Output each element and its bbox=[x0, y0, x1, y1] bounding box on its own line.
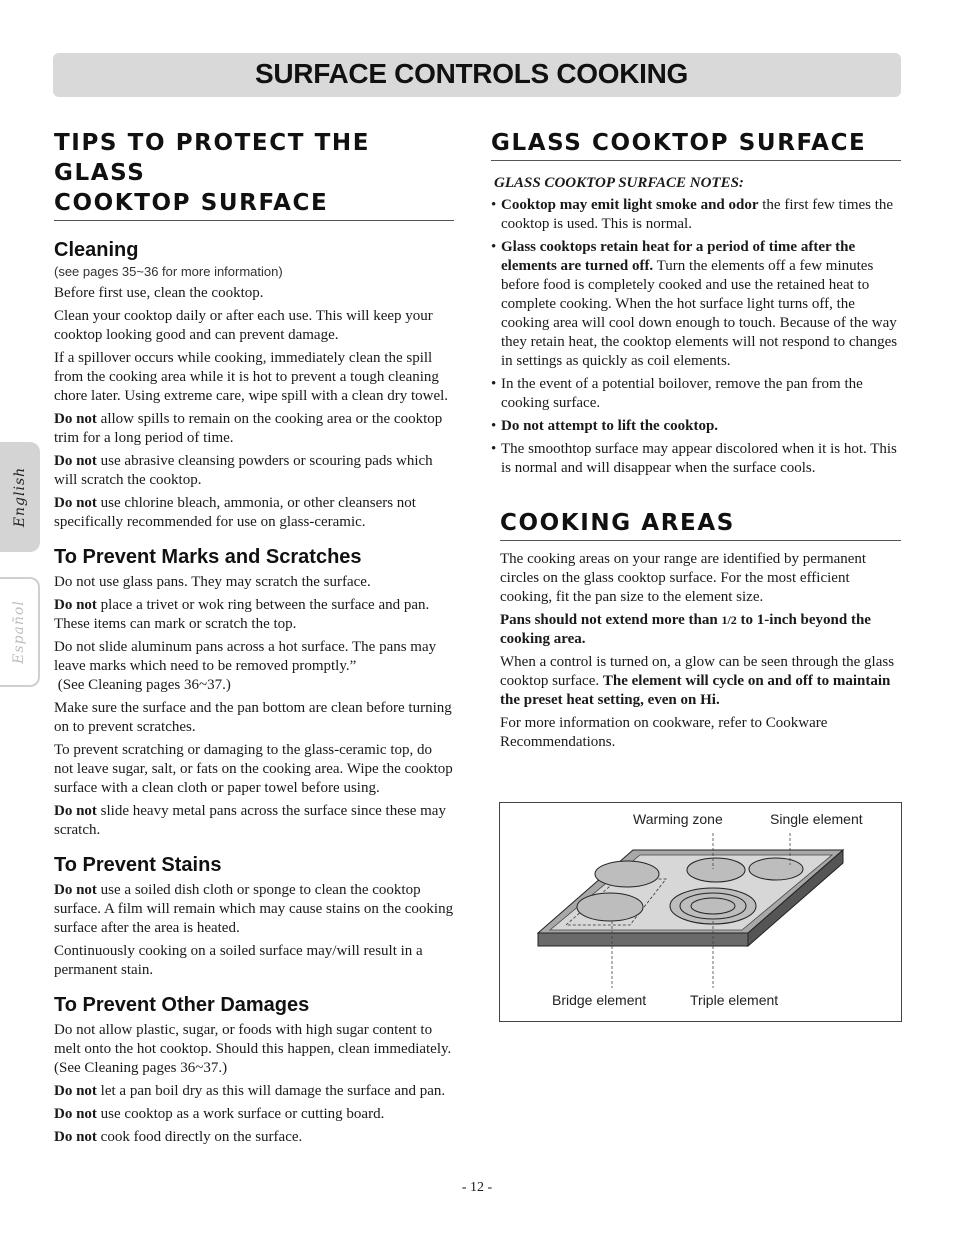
marks-p6-text: slide heavy metal pans across the surface since these may scratch. bbox=[54, 803, 446, 838]
do-not-label: Do not bbox=[54, 803, 97, 819]
areas-p1: The cooking areas on your range are identified by permanent circles on the glass cooktop surface. For the most efficient cooking, fit the pan size to the element size. bbox=[500, 551, 867, 605]
cleaning-p2: Clean your cooktop daily or after each use. This will keep your cooktop looking good and can prevent damage. bbox=[54, 308, 433, 343]
do-not-label: Do not bbox=[54, 453, 97, 469]
do-not-label: Do not bbox=[54, 597, 97, 613]
areas-p4: For more information on cookware, refer to Cookware Recommendations. bbox=[500, 715, 828, 750]
single-element bbox=[749, 858, 803, 880]
list-item bbox=[491, 196, 901, 234]
warming-zone bbox=[687, 858, 745, 882]
tab-espanol-label: Español bbox=[11, 600, 28, 664]
do-not-label: Do not bbox=[54, 411, 97, 427]
left-column bbox=[54, 128, 454, 1151]
do-not-label: Do not bbox=[54, 495, 97, 511]
cleaning-p4 bbox=[54, 410, 454, 448]
marks-p3-ref: (See Cleaning pages 36~37.) bbox=[54, 677, 231, 693]
bridge-element-rear bbox=[595, 861, 659, 887]
cleaning-p3: If a spillover occurs while cooking, immediately clean the spill from the cooking area while it is hot to prevent a tough cleaning chore later. Using extreme care, wipe spill with a clean dry towel. bbox=[54, 350, 449, 404]
note1-bold: Cooktop may emit light smoke and odor bbox=[501, 197, 759, 213]
marks-p2 bbox=[54, 596, 454, 634]
note4-bold: Do not attempt to lift the cooktop. bbox=[501, 418, 719, 434]
marks-heading: To Prevent Marks and Scratches bbox=[54, 546, 362, 568]
title-banner bbox=[53, 53, 901, 97]
stains-heading: To Prevent Stains bbox=[54, 854, 222, 876]
do-not-label: Do not bbox=[54, 1106, 97, 1122]
note1-text: the first few times the cooktop is used. This is normal. bbox=[501, 197, 894, 232]
stains-p2: Continuously cooking on a soiled surface may/will result in a permanent stain. bbox=[54, 943, 423, 978]
label-bridge-element: Bridge element bbox=[552, 992, 647, 1008]
cleaning-p6-text: use chlorine bleach, ammonia, or other cleansers not specifically recommended for use on glass-ceramic. bbox=[54, 495, 416, 530]
tips-title-line2: COOKTOP SURFACE bbox=[54, 190, 329, 216]
label-single-element: Single element bbox=[770, 811, 863, 827]
bridge-element-front bbox=[577, 893, 643, 921]
damages-heading: To Prevent Other Damages bbox=[54, 994, 310, 1016]
do-not-label: Do not bbox=[54, 1129, 97, 1145]
marks-p2-text: place a trivet or wok ring between the surface and pan. These items can mark or scratch the top. bbox=[54, 597, 430, 632]
marks-p3 bbox=[54, 638, 454, 695]
cooking-areas-title: COOKING AREAS bbox=[500, 508, 901, 541]
list-item: • The smoothtop surface may appear discolored when it is hot. This is normal and will disappear when the surface cools. bbox=[491, 440, 901, 478]
tips-title-line1: TIPS TO PROTECT THE GLASS bbox=[54, 130, 371, 186]
stains-p1-text: use a soiled dish cloth or sponge to clean the cooktop surface. A film will remain which may cause stains on the cooking surface after the area is heated. bbox=[54, 882, 454, 936]
damages-p3 bbox=[54, 1105, 454, 1124]
tips-section-title bbox=[54, 128, 454, 221]
damages-p1: Do not allow plastic, sugar, or foods with high sugar content to melt onto the hot cooktop. Should this happen, clean immediately. (See Cleaning pages 36~37.) bbox=[54, 1022, 452, 1076]
marks-p3-text: Do not slide aluminum pans across a hot surface. The pans may leave marks which need to be removed promptly.” bbox=[54, 639, 437, 674]
note2-bold: Glass cooktops retain heat for a period of time after the elements are turned off. bbox=[501, 239, 856, 274]
damages-p4 bbox=[54, 1128, 454, 1147]
page-title: SURFACE CONTROLS COOKING bbox=[255, 58, 689, 89]
cleaning-p5 bbox=[54, 452, 454, 490]
damages-p2 bbox=[54, 1082, 454, 1101]
list-item: • In the event of a potential boilover, remove the pan from the cooking surface. bbox=[491, 375, 901, 413]
damages-p3-text: use cooktop as a work surface or cutting board. bbox=[96, 1106, 385, 1122]
stains-p1 bbox=[54, 881, 454, 938]
marks-p1: Do not use glass pans. They may scratch the surface. bbox=[54, 574, 371, 590]
areas-p2-pre: Pans should not extend more than bbox=[500, 612, 722, 628]
areas-p2-fraction: 1/2 bbox=[721, 613, 737, 627]
label-triple-element: Triple element bbox=[690, 992, 779, 1008]
cleaning-heading: Cleaning bbox=[54, 239, 139, 261]
cleaning-p5-text: use abrasive cleansing powders or scouring pads which will scratch the cooktop. bbox=[54, 453, 433, 488]
marks-p6 bbox=[54, 802, 454, 840]
do-not-label: Do not bbox=[54, 882, 97, 898]
areas-p3-text: When a control is turned on, a glow can be seen through the glass cooktop surface. bbox=[500, 654, 895, 689]
cooktop-front-edge bbox=[538, 933, 748, 946]
tab-english-label: English bbox=[12, 466, 29, 528]
cooking-areas-body bbox=[491, 550, 901, 752]
damages-p4-text: cook food directly on the surface. bbox=[96, 1129, 303, 1145]
cleaning-p1: Before first use, clean the cooktop. bbox=[54, 285, 264, 301]
right-column bbox=[491, 128, 901, 756]
damages-p2-text: let a pan boil dry as this will damage the surface and pan. bbox=[96, 1083, 446, 1099]
notes-label: GLASS COOKTOP SURFACE NOTES: bbox=[494, 175, 744, 191]
marks-p5: To prevent scratching or damaging to the glass-ceramic top, do not leave sugar, salt, or fats on the cooking area. Wipe the cooktop surface with a clean cloth or paper towel before using. bbox=[54, 742, 453, 796]
list-item bbox=[491, 238, 901, 371]
tab-english[interactable] bbox=[0, 442, 40, 552]
page-number: - 12 - bbox=[461, 1180, 493, 1195]
cooktop-diagram bbox=[499, 802, 902, 1022]
do-not-label: Do not bbox=[54, 1083, 97, 1099]
cleaning-p4-text: allow spills to remain on the cooking area or the cooktop trim for a long period of time. bbox=[54, 411, 443, 446]
cleaning-note: (see pages 35~36 for more information) bbox=[54, 264, 283, 279]
marks-p4: Make sure the surface and the pan bottom are clean before turning on to prevent scratches. bbox=[54, 700, 452, 735]
label-warming-zone: Warming zone bbox=[633, 811, 723, 827]
glass-section-title: GLASS COOKTOP SURFACE bbox=[491, 128, 901, 161]
areas-p2 bbox=[500, 611, 901, 649]
notes-list bbox=[491, 196, 901, 478]
note2-text: Turn the elements off a few minutes before food is completely cooked and use the retained heat to complete cooking. When the hot surface light turns off, the cooking area will cool down enough to touch. Because of the way they retain heat, the cooktop elements will not respond to changes in settings as quickly as coil elements. bbox=[501, 258, 898, 369]
areas-p2-post: to 1-inch beyond the cooking area. bbox=[500, 612, 871, 647]
tab-espanol[interactable] bbox=[0, 577, 40, 687]
list-item bbox=[491, 417, 901, 436]
areas-p3 bbox=[500, 653, 901, 710]
cleaning-p6 bbox=[54, 494, 454, 532]
areas-p3-bold: The element will cycle on and off to maintain the preset heat setting, even on Hi. bbox=[500, 673, 891, 708]
cooktop-illustration bbox=[500, 803, 903, 1023]
